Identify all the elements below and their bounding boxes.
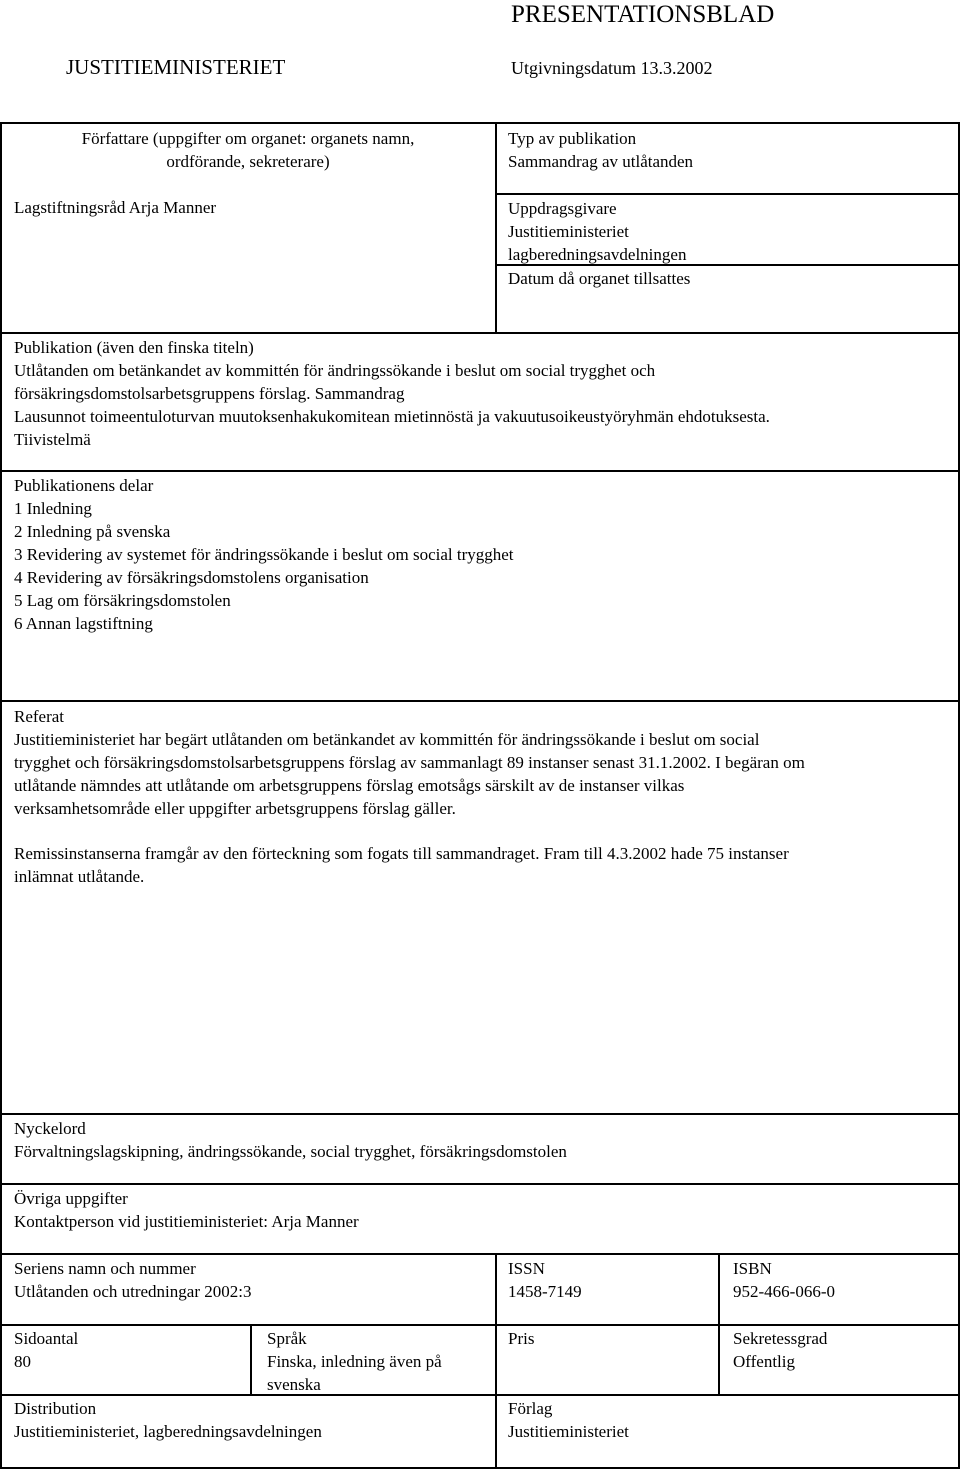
divider-author-type bbox=[495, 122, 497, 334]
isbn-value: 952-466-066-0 bbox=[733, 1282, 835, 1301]
author-label bbox=[3, 127, 493, 173]
keywords-value: Förvaltningslagskipning, ändringssökande, social trygghet, försäkringsdomstolen bbox=[14, 1142, 567, 1161]
referat-para2-line: Remissinstanserna framgår av den förteckning som fogats till sammandraget. Fram till 4.3.2002 hade 75 instanser bbox=[14, 844, 789, 863]
issn-label: ISSN bbox=[508, 1259, 545, 1278]
parts-item: 2 Inledning på svenska bbox=[14, 522, 171, 541]
language-label: Språk bbox=[267, 1329, 307, 1348]
divider-type-commissioner bbox=[495, 193, 960, 195]
parts-item: 5 Lag om försäkringsdomstolen bbox=[14, 591, 231, 610]
distribution-label: Distribution bbox=[14, 1399, 97, 1418]
publication-type-cell bbox=[508, 127, 693, 173]
commissioner-value-line2: lagberedningsavdelningen bbox=[508, 245, 687, 264]
series-value: Utlåtanden och utredningar 2002:3 bbox=[14, 1282, 252, 1301]
publication-title-line: Utlåtanden om betänkandet av kommittén för ändringssökande i beslut om social trygghet och bbox=[14, 361, 656, 380]
divider-issn-isbn bbox=[718, 1253, 720, 1394]
divider-other-info bbox=[0, 1183, 960, 1185]
border-left bbox=[0, 122, 2, 1469]
issue-date: Utgivningsdatum 13.3.2002 bbox=[511, 58, 713, 78]
referat-para2-line: inlämnat utlåtande. bbox=[14, 867, 145, 886]
series-label: Seriens namn och nummer bbox=[14, 1259, 196, 1278]
publication-type-value: Sammandrag av utlåtanden bbox=[508, 152, 694, 171]
parts-item: 1 Inledning bbox=[14, 499, 92, 518]
parts-item: 3 Revidering av systemet för ändringssökande i beslut om social trygghet bbox=[14, 545, 514, 564]
referat-label: Referat bbox=[14, 707, 65, 726]
keywords-label: Nyckelord bbox=[14, 1119, 86, 1138]
divider-series-issn bbox=[495, 1253, 497, 1469]
distribution-cell bbox=[14, 1397, 322, 1443]
pages-label: Sidoantal bbox=[14, 1329, 79, 1348]
document-type-title: PRESENTATIONSBLAD bbox=[511, 1, 775, 28]
issn-cell bbox=[508, 1257, 582, 1303]
series-cell bbox=[14, 1257, 251, 1303]
secrecy-value: Offentlig bbox=[733, 1352, 796, 1371]
isbn-label: ISBN bbox=[733, 1259, 772, 1278]
publisher-label: Förlag bbox=[508, 1399, 553, 1418]
referat-cell bbox=[14, 705, 805, 820]
divider-series bbox=[0, 1253, 960, 1255]
parts-item: 6 Annan lagstiftning bbox=[14, 614, 153, 633]
referat-para1-line: utlåtande nämndes att utlåtande om arbetsgruppens förslag emotsågs särskilt av de instanser vilkas bbox=[14, 776, 685, 795]
secrecy-cell bbox=[733, 1327, 827, 1373]
author-label-line2: ordförande, sekreterare) bbox=[166, 152, 330, 171]
commissioner-cell bbox=[508, 197, 686, 266]
border-top bbox=[0, 122, 960, 124]
divider-referat bbox=[0, 700, 960, 702]
divider-keywords bbox=[0, 1113, 960, 1115]
language-value-line1: Finska, inledning även på bbox=[267, 1352, 442, 1371]
language-value-line2: svenska bbox=[267, 1375, 321, 1394]
divider-pages bbox=[0, 1324, 960, 1326]
divider-pages-language bbox=[250, 1324, 252, 1394]
isbn-cell bbox=[733, 1257, 835, 1303]
publication-title-line: försäkringsdomstolsarbetsgruppens förslag. Sammandrag bbox=[14, 384, 405, 403]
issn-value: 1458-7149 bbox=[508, 1282, 582, 1301]
publication-label: Publikation (även den finska titeln) bbox=[14, 338, 254, 357]
language-cell bbox=[267, 1327, 442, 1396]
other-info-cell bbox=[14, 1187, 359, 1233]
author-value: Lagstiftningsråd Arja Manner bbox=[14, 198, 217, 217]
referat-para2 bbox=[14, 842, 789, 888]
ministry-name: JUSTITIEMINISTERIET bbox=[66, 55, 286, 79]
other-info-value: Kontaktperson vid justitieministeriet: Arja Manner bbox=[14, 1212, 359, 1231]
commissioner-label: Uppdragsgivare bbox=[508, 199, 617, 218]
pages-cell bbox=[14, 1327, 78, 1373]
keywords-cell bbox=[14, 1117, 567, 1163]
referat-para1-line: Justitieministeriet har begärt utlåtanden om betänkandet av kommittén för ändringssökande i beslut om social bbox=[14, 730, 760, 749]
distribution-value: Justitieministeriet, lagberedningsavdelningen bbox=[14, 1422, 322, 1441]
parts-item: 4 Revidering av försäkringsdomstolens organisation bbox=[14, 568, 369, 587]
appointed-date-label: Datum då organet tillsattes bbox=[508, 269, 691, 288]
author-label-line1: Författare (uppgifter om organet: organets namn, bbox=[81, 129, 415, 148]
publication-title-line: Lausunnot toimeentuloturvan muutoksenhakukomitean mietinnöstä ja vakuutusoikeustyöryhmän ehdotuksesta. bbox=[14, 407, 770, 426]
parts-label: Publikationens delar bbox=[14, 476, 154, 495]
publisher-value: Justitieministeriet bbox=[508, 1422, 629, 1441]
publication-cell bbox=[14, 336, 770, 451]
pages-value: 80 bbox=[14, 1352, 31, 1371]
parts-cell bbox=[14, 474, 514, 635]
price-label: Pris bbox=[508, 1329, 535, 1348]
price-cell bbox=[508, 1327, 534, 1350]
divider-publisher bbox=[495, 1394, 960, 1396]
publication-title-line: Tiivistelmä bbox=[14, 430, 91, 449]
referat-para1-line: verksamhetsområde eller uppgifter arbetsgruppens förslag gäller. bbox=[14, 799, 456, 818]
commissioner-value-line1: Justitieministeriet bbox=[508, 222, 629, 241]
publisher-cell bbox=[508, 1397, 629, 1443]
divider-parts bbox=[0, 470, 960, 472]
referat-para1-line: trygghet och försäkringsdomstolsarbetsgruppens förslag av sammanlagt 89 instanser senast 31.1.2002. I begäran om bbox=[14, 753, 805, 772]
secrecy-label: Sekretessgrad bbox=[733, 1329, 828, 1348]
divider-publication bbox=[0, 332, 960, 334]
other-info-label: Övriga uppgifter bbox=[14, 1189, 128, 1208]
publication-type-label: Typ av publikation bbox=[508, 129, 637, 148]
